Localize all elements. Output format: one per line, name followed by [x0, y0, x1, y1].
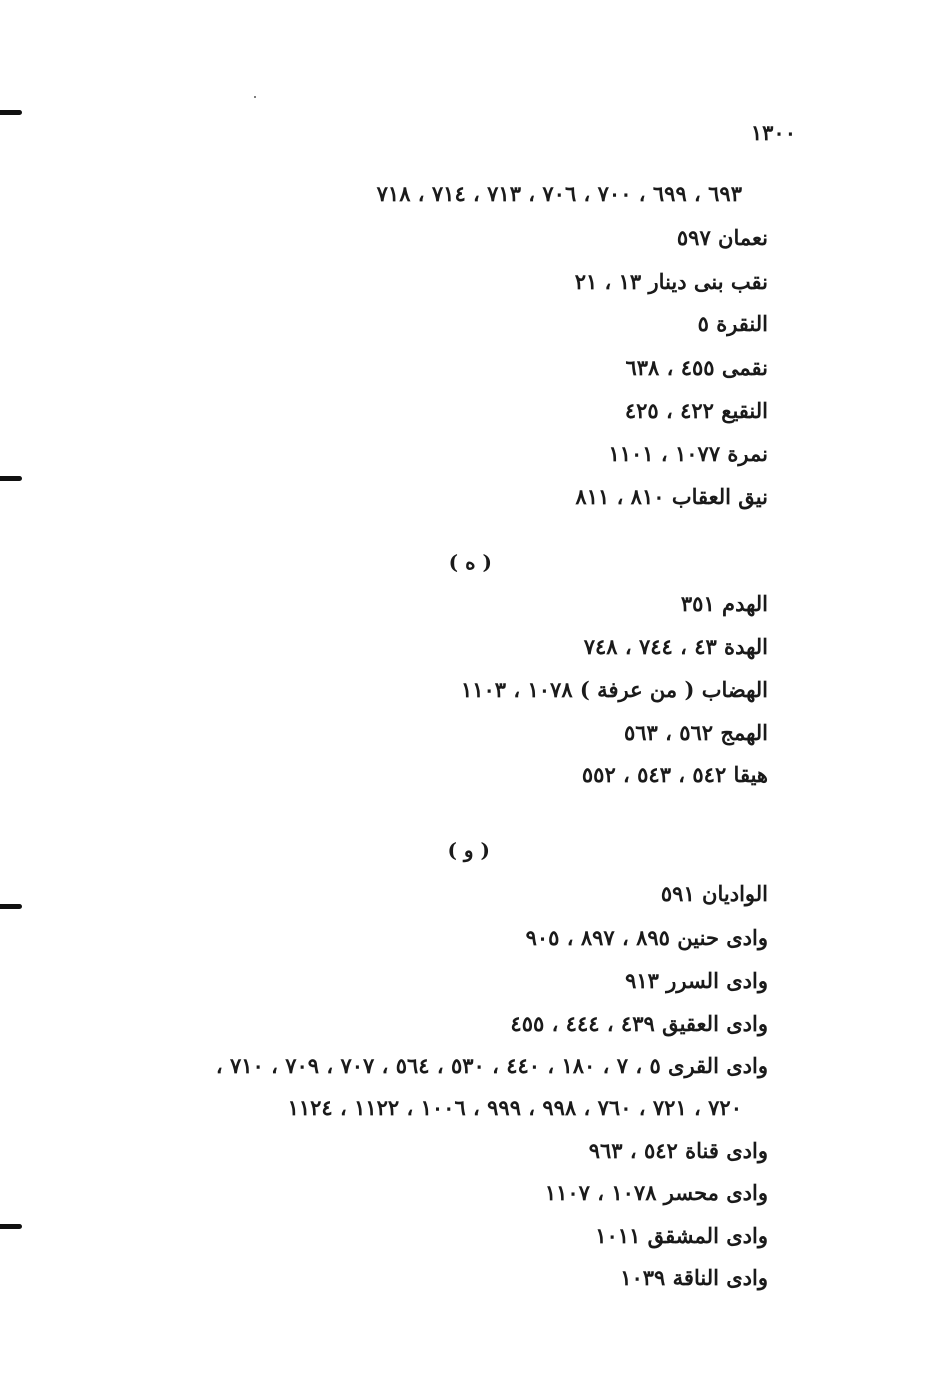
index-entry: نيق العقاب ٨١٠ ، ٨١١: [575, 484, 768, 509]
index-entry-continuation: ٧٢٠ ، ٧٢١ ، ٧٦٠ ، ٩٩٨ ، ٩٩٩ ، ١٠٠٦ ، ١١٢٢ ، ١١٢٤: [287, 1095, 742, 1120]
index-entry: وادى محسر ١٠٧٨ ، ١١٠٧: [544, 1180, 768, 1205]
index-entry: وادى قناة ٥٤٢ ، ٩٦٣: [588, 1138, 768, 1163]
index-entry: الهدة ٤٣ ، ٧٤٤ ، ٧٤٨: [583, 634, 768, 659]
index-entry: وادى القرى ٥ ، ٧ ، ١٨٠ ، ٤٤٠ ، ٥٣٠ ، ٥٦٤ ، ٧٠٧ ، ٧٠٩ ، ٧١٠ ،: [215, 1053, 768, 1078]
index-entry: وادى حنين ٨٩٥ ، ٨٩٧ ، ٩٠٥: [525, 925, 768, 950]
binding-mark: [0, 476, 22, 481]
index-entry: هيقا ٥٤٢ ، ٥٤٣ ، ٥٥٢: [581, 762, 768, 787]
section-header-waw: ( و ): [447, 838, 490, 862]
index-entry: وادى الناقة ١٠٣٩: [620, 1265, 768, 1290]
index-entry-continuation: ٦٩٣ ، ٦٩٩ ، ٧٠٠ ، ٧٠٦ ، ٧١٣ ، ٧١٤ ، ٧١٨: [376, 181, 742, 206]
index-entry: وادى السرر ٩١٣: [625, 968, 768, 993]
index-entry: نعمان ٥٩٧: [676, 225, 768, 250]
index-entry: وادى المشقق ١٠١١: [595, 1223, 768, 1248]
binding-mark: [0, 904, 22, 909]
index-entry: النقيع ٤٢٢ ، ٤٢٥: [624, 398, 768, 423]
section-header-ha: ( ه ): [448, 550, 492, 574]
index-entry: الهدم ٣٥١: [680, 591, 768, 616]
index-entry: وادى العقيق ٤٣٩ ، ٤٤٤ ، ٤٥٥: [510, 1011, 768, 1036]
binding-mark: [0, 1224, 22, 1229]
index-entry: النقرة ٥: [697, 311, 768, 336]
binding-mark: [0, 110, 22, 115]
ink-speck: [254, 96, 256, 98]
index-entry: نمرة ١٠٧٧ ، ١١٠١: [608, 441, 768, 466]
index-entry: نقب بنى دينار ١٣ ، ٢١: [574, 269, 768, 294]
index-entry: الهضاب ( من عرفة ) ١٠٧٨ ، ١١٠٣: [460, 677, 768, 702]
index-entry: الواديان ٥٩١: [660, 881, 768, 906]
index-entry: الهمج ٥٦٢ ، ٥٦٣: [623, 720, 768, 745]
page-number: ١٣٠٠: [750, 120, 796, 145]
index-entry: نقمى ٤٥٥ ، ٦٣٨: [625, 355, 768, 380]
